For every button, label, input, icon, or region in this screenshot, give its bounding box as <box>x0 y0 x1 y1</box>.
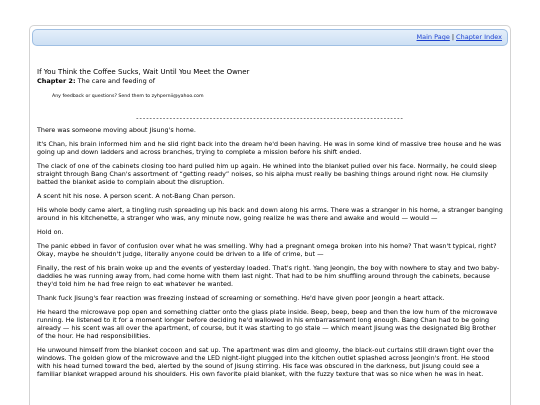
story-paragraph: The panic ebbed in favor of confusion over what he was smelling. Why had a pregnant omega broken into his home? That wasn't typical, right? Okay, maybe he shouldn't judge, literally anyone could be driven to a life of crime, but — <box>37 242 497 258</box>
story-paragraph: His whole body came alert, a tingling rush spreading up his back and down along his arms. There was a stranger in his home, a stranger banging around in his kitchenette, a stranger who was, any minute now, going realize he was there and awake and would — would — <box>37 206 503 222</box>
nav-separator: | <box>451 33 455 41</box>
top-nav-bar <box>32 29 508 46</box>
story-content <box>37 68 503 384</box>
story-paragraph: He unwound himself from the blanket cocoon and sat up. The apartment was dim and gloomy, the black-out curtains still drawn tight over the windows. The golden glow of the microwave and the LED night-light plugged into the kitchen outlet splashed across Jeongin's front. He stood with his head turned toward the bed, alerted by the sound of Jisung stirring. His face was obscured in the darkness, but Jisung could see a familiar blanket wrapped around his shoulders. His own favorite plaid blanket, with the fuzzy texture that was so nice when he was in heat. <box>37 346 494 378</box>
feedback-note: Any feedback or questions? Send them to zyhpernii@yahoo.com <box>52 94 204 99</box>
story-body <box>37 126 503 378</box>
story-paragraph: A scent hit his nose. A person scent. A not-Bang Chan person. <box>37 192 236 200</box>
story-paragraph: He heard the microwave pop open and something clatter onto the glass plate inside. Beep, beep, beep and then the low hum of the microwave running. He listened to it for a moment longer before deciding he'd wallowed in his embarrassment long enough. Bang Chan had to be going already — his scent was all over the apartment, of course, but it was starting to go stale — which meant Jisung was the designated Big Brother of the hour. He had responsibilities. <box>37 308 498 340</box>
chapter-heading <box>37 77 503 85</box>
dashed-divider: -------------------------------------------------------------------------------- <box>136 114 404 122</box>
chapter-title: The care and feeding of <box>77 77 156 85</box>
story-paragraph: There was someone moving about Jisung's home. <box>37 126 196 134</box>
story-title: If You Think the Coffee Sucks, Wait Until You Meet the Owner <box>37 68 250 76</box>
main-page-link[interactable]: Main Page <box>416 33 450 41</box>
page-frame <box>29 25 511 405</box>
story-paragraph: Finally, the rest of his brain woke up and the events of yesterday loaded. That's right. Yang Jeongin, the boy with nowhere to stay and two baby-daddies he was running away from, had come home with them last night. That had to be him shuffling around through the cabinets, because they'd told him he had free reign to eat whatever he wanted. <box>37 264 500 288</box>
story-paragraph: Hold on. <box>37 228 64 236</box>
story-paragraph: It's Chan, his brain informed him and he slid right back into the dream he'd been having. He was in some kind of massive tree house and he was going up and down ladders and across branches, trying to complete a mission before his shift ended. <box>37 140 502 156</box>
story-paragraph: Thank fuck Jisung's fear reaction was freezing instead of screaming or something. He'd have given poor Jeongin a heart attack. <box>37 294 445 302</box>
story-paragraph: The clack of one of the cabinets closing too hard pulled him up again. He whined into the blanket pulled over his face. Normally, he could sleep straight through Bang Chan's assortment of “getting ready” noises, so his alpha must really be bashing things around right now. He clumsily batted the blanket aside to complain about the disruption. <box>37 162 497 186</box>
chapter-label: Chapter 2: <box>37 77 76 85</box>
chapter-index-link[interactable]: Chapter Index <box>456 33 502 41</box>
